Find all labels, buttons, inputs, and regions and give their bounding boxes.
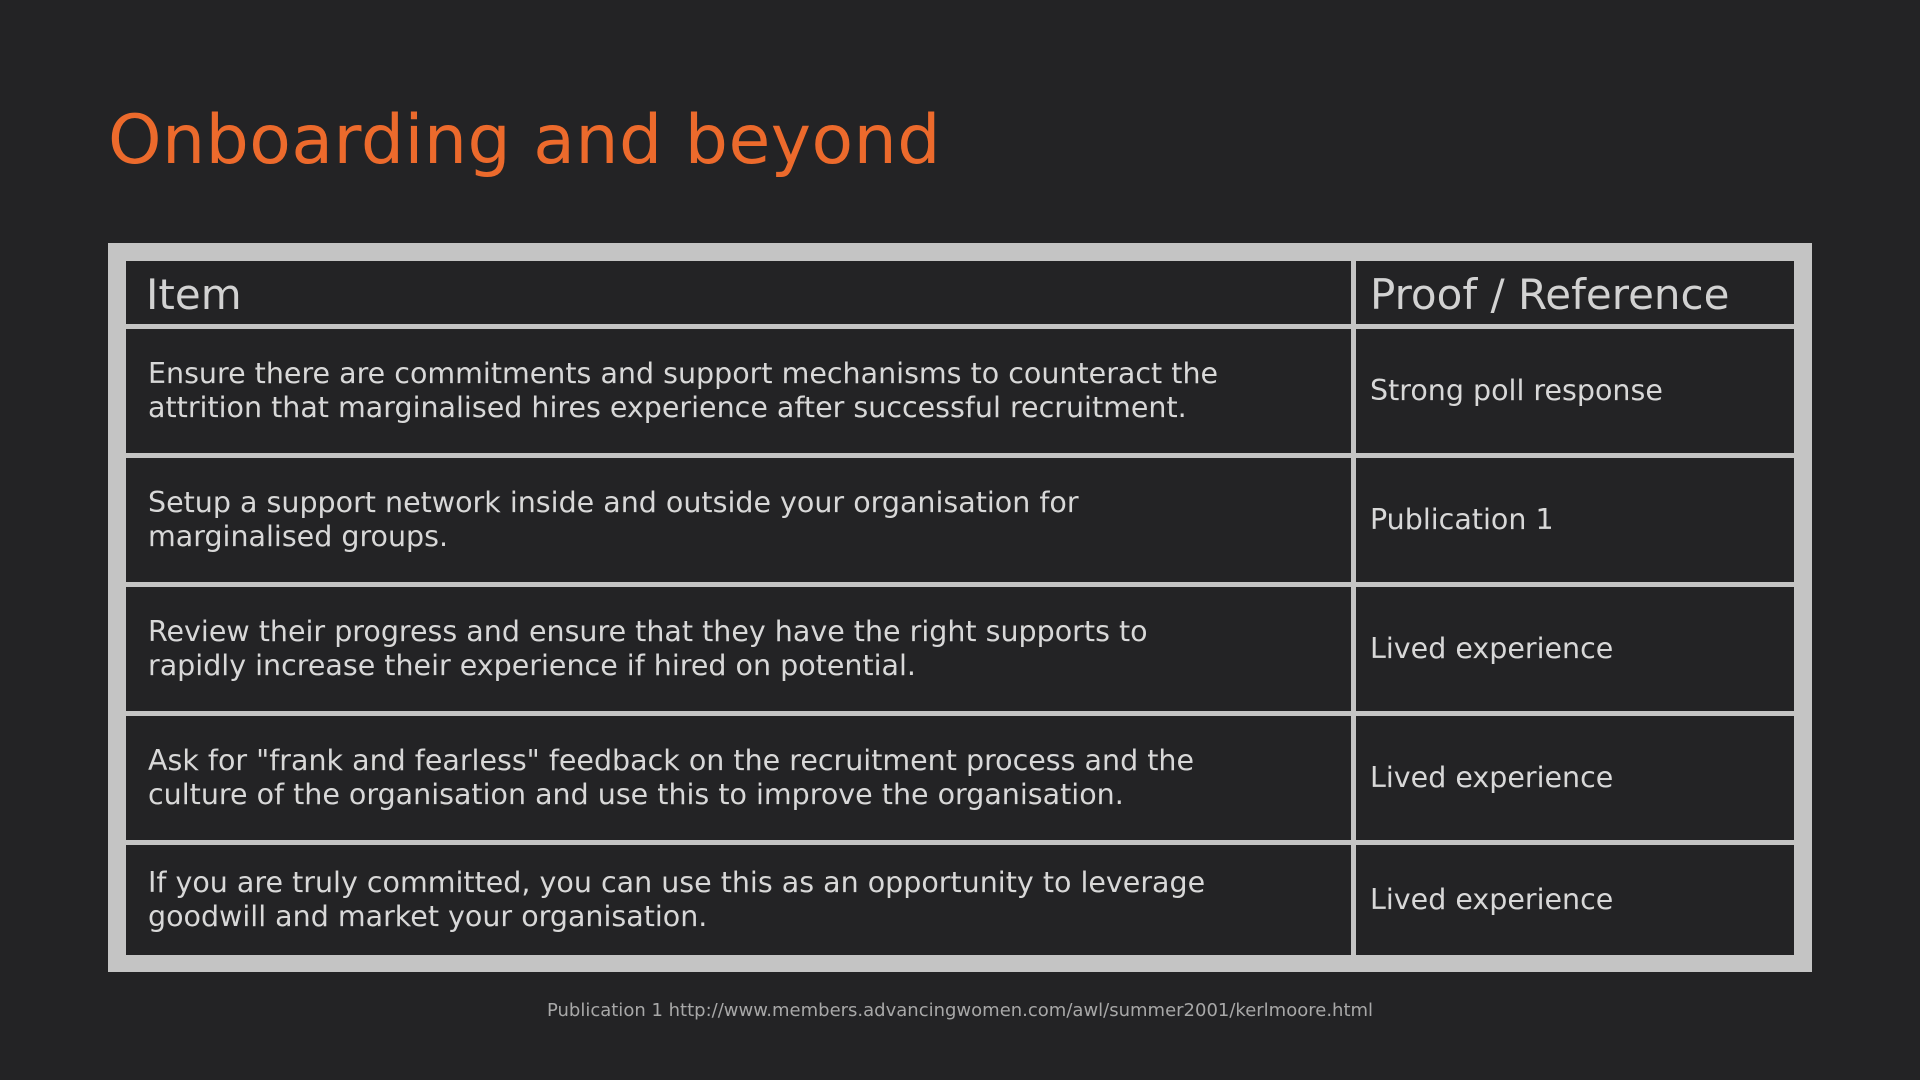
table-cell-reference: Lived experience — [1356, 716, 1794, 840]
footnote-citation: Publication 1 http://www.members.advancingwomen.com/awl/summer2001/kerlmoore.html — [546, 1000, 1374, 1021]
table-cell-reference: Lived experience — [1356, 587, 1794, 711]
column-header-item: Item — [126, 261, 1351, 324]
table-cell-item — [126, 458, 1351, 582]
table-cell-item — [126, 716, 1351, 840]
item-text: Ask for "frank and fearless" feedback on the recruitment process and the culture of the organisation and use this to improve the organisation. — [148, 744, 1195, 811]
column-header-reference: Proof / Reference — [1356, 261, 1794, 324]
item-text: Setup a support network inside and outside your organisation for marginalised groups. — [148, 486, 1079, 553]
table-cell-reference: Lived experience — [1356, 845, 1794, 955]
table-cell-reference: Strong poll response — [1356, 329, 1794, 453]
table-grid — [126, 261, 1794, 954]
slide-title: Onboarding and beyond — [108, 101, 941, 180]
table-cell-reference: Publication 1 — [1356, 458, 1794, 582]
reference-table — [108, 243, 1812, 972]
item-text: Review their progress and ensure that they have the right supports to rapidly increase their experience if hired on potential. — [148, 615, 1148, 682]
item-text: If you are truly committed, you can use this as an opportunity to leverage goodwill and market your organisation. — [148, 866, 1206, 933]
table-cell-item — [126, 845, 1351, 955]
table-cell-item — [126, 329, 1351, 453]
item-text: Ensure there are commitments and support mechanisms to counteract the attrition that marginalised hires experience after successful recruitment. — [148, 357, 1219, 424]
table-cell-item — [126, 587, 1351, 711]
